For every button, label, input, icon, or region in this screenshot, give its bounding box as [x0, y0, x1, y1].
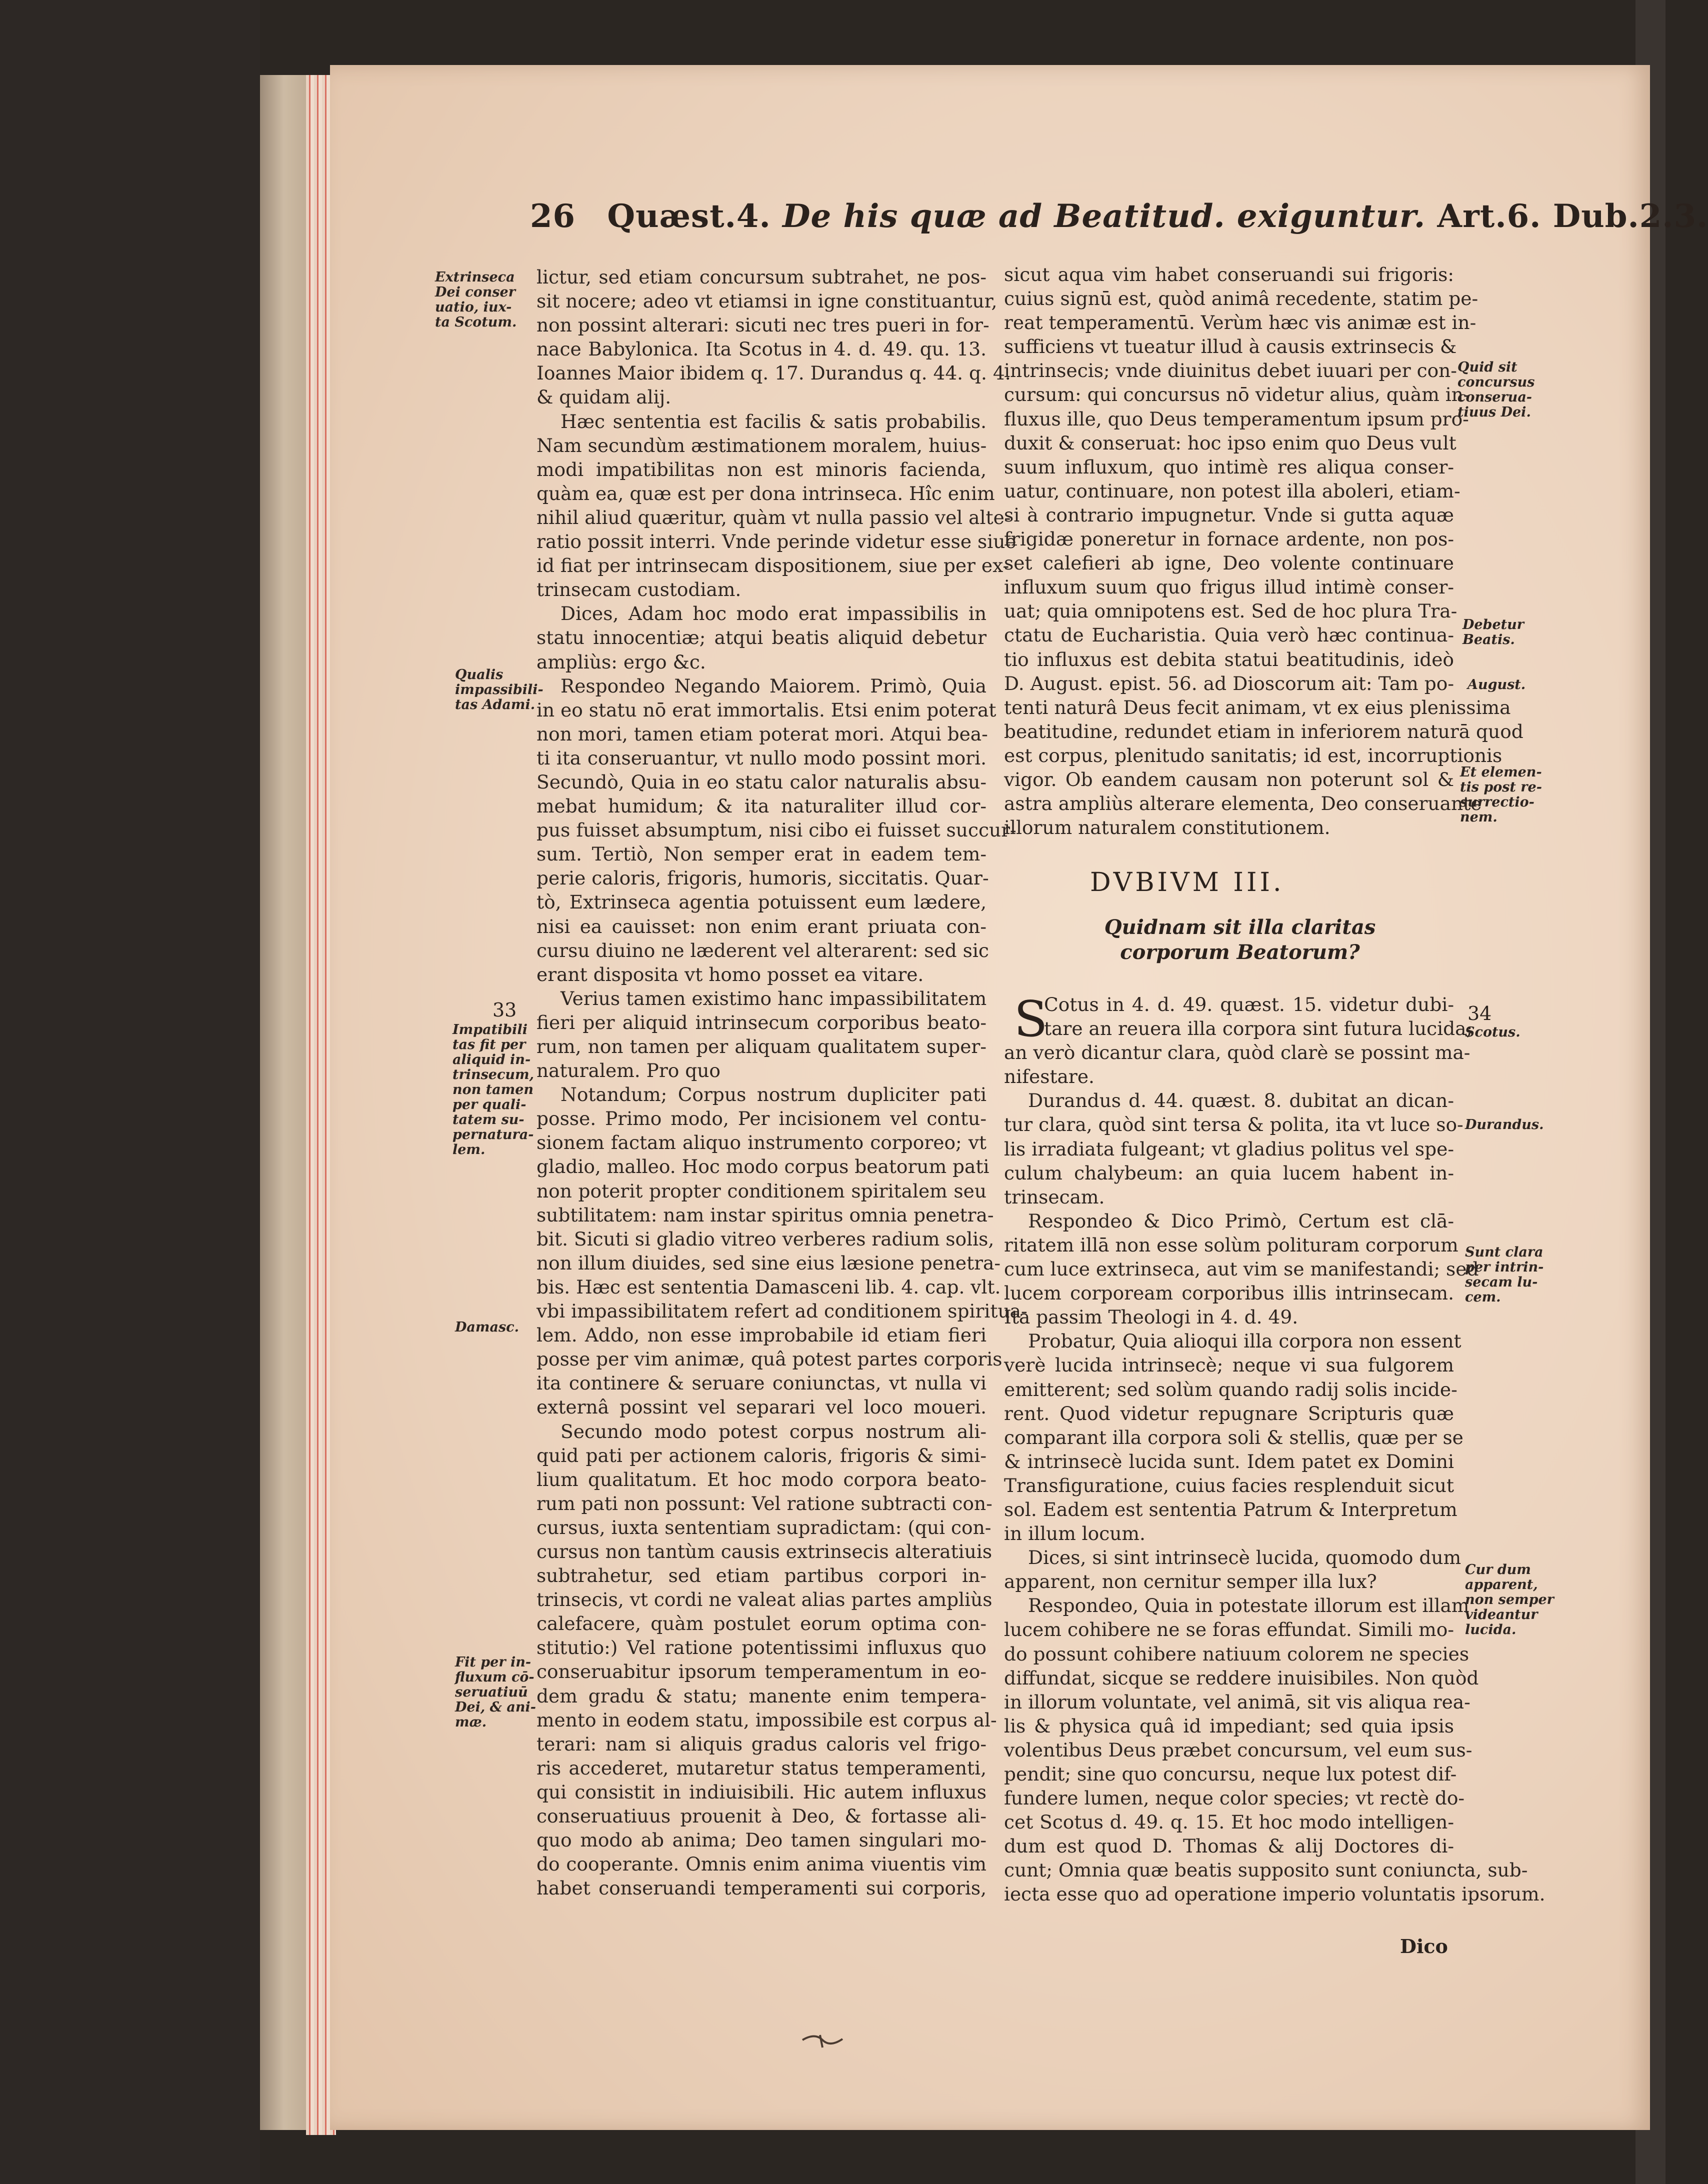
text-line: lem. Addo, non esse improbabile id etiam fieri	[536, 1324, 986, 1346]
margin-note	[452, 1022, 534, 1158]
margin-note-line: pernatura-	[452, 1127, 534, 1142]
margin-note-line: impassibili-	[455, 682, 544, 698]
text-line: dum est quod D. Thomas & alij Doctores di-	[1004, 1835, 1454, 1858]
text-line: calefacere, quàm postulet eorum optima con-	[536, 1612, 986, 1635]
margin-note-line: Quid sit	[1458, 360, 1518, 375]
text-line: in eo statu nō erat immortalis. Etsi enim poterat	[536, 698, 996, 721]
margin-note-line: lucida.	[1465, 1622, 1516, 1638]
margin-note-line: Et elemen-	[1460, 764, 1542, 780]
text-line: bis. Hæc est sententia Damasceni lib. 4. cap. vlt.	[536, 1276, 1001, 1298]
text-line: Dices, Adam hoc modo erat impassibilis in	[560, 602, 986, 625]
text-line: cet Scotus d. 49. q. 15. Et hoc modo intelligen-	[1004, 1811, 1454, 1834]
margin-note-line: tiuus Dei.	[1458, 404, 1531, 420]
margin-note-line: non tamen	[452, 1082, 534, 1098]
margin-note-line: videantur	[1465, 1607, 1538, 1622]
margin-note	[1460, 765, 1542, 825]
text-line: ctatu de Eucharistia. Quia verò hæc continua-	[1004, 624, 1454, 646]
text-line: Nam secundùm æstimationem moralem, huius-	[536, 434, 987, 456]
text-line: in illorum voluntate, vel animā, sit vis aliqua rea-	[1004, 1690, 1470, 1713]
text-line: modi impatibilitas non est minoris facienda,	[536, 458, 986, 480]
text-line: rent. Quod videtur repugnare Scripturis quæ	[1004, 1402, 1454, 1424]
text-line: trinsecam.	[1004, 1186, 1105, 1208]
text-line: nace Babylonica. Ita Scotus in 4. d. 49. qu. 13.	[536, 338, 986, 360]
margin-note	[1465, 1562, 1554, 1638]
text-line: Durandus d. 44. quæst. 8. dubitat an dican-	[1028, 1090, 1454, 1112]
text-line: cuius signū est, quòd animâ recedente, statim pe-	[1004, 288, 1478, 310]
text-line: do possunt cohibere natiuum colorem ne species	[1004, 1642, 1470, 1665]
text-line: Ita passim Theologi in 4. d. 49.	[1004, 1306, 1298, 1328]
margin-note	[455, 1320, 519, 1335]
text-line: nisi ea cauisset: non enim erant priuata con-	[536, 915, 986, 938]
catchword: Dico	[1400, 1935, 1448, 1958]
text-line: quid pati per actionem caloris, frigoris & simi-	[536, 1444, 986, 1466]
text-line: sum. Tertiò, Non semper erat in eadem tem-	[536, 843, 986, 866]
text-line: astra ampliùs alterare elementa, Deo conseruante	[1004, 792, 1482, 815]
background-left	[0, 0, 260, 2184]
text-line: lis & physica quâ id impediant; sed quia ipsis	[1004, 1714, 1454, 1737]
margin-note-line: Debetur	[1462, 617, 1524, 632]
margin-number-left: 33	[492, 999, 517, 1021]
text-line: cursum: qui concursus nō videtur alius, quàm in-	[1004, 384, 1470, 406]
text-line: rum pati non possunt: Vel ratione subtracti con-	[536, 1492, 992, 1514]
text-line: cursus non tantùm causis extrinsecis alteratiuis	[536, 1540, 992, 1562]
margin-note	[455, 668, 544, 712]
text-line: do cooperante. Omnis enim anima viuentis vim	[536, 1853, 986, 1876]
text-line: duxit & conseruat: hoc ipso enim quo Deus vult	[1004, 432, 1456, 454]
text-line: conseruatiuus prouenit à Deo, & fortasse ali-	[536, 1805, 986, 1827]
text-line: lictur, sed etiam concursum subtrahet, ne pos-	[536, 266, 986, 288]
text-line: rum, non tamen per aliquam qualitatem super-	[536, 1036, 986, 1058]
text-line: iecta esse quo ad operatione imperio voluntatis ipsorum.	[1004, 1883, 1546, 1906]
drop-cap: S	[1014, 991, 1048, 1048]
text-line: cursus, iuxta sententiam supradictam: (qui con-	[536, 1516, 992, 1538]
text-line: Notandum; Corpus nostrum dupliciter pati	[560, 1084, 986, 1106]
margin-note-line: surrectio-	[1460, 794, 1534, 810]
text-line: tò, Extrinseca agentia potuissent eum lædere,	[536, 891, 986, 914]
text-line: mento in eodem statu, impossibile est corpus al-	[536, 1708, 997, 1731]
text-line: si à contrario impugnetur. Vnde si gutta aquæ	[1004, 504, 1454, 526]
text-line: tur clara, quòd sint tersa & polita, ita vt luce so-	[1004, 1114, 1464, 1136]
text-line: erant disposita vt homo posset ea vitare.	[536, 963, 924, 986]
text-line: Respondeo & Dico Primò, Certum est clā-	[1028, 1210, 1454, 1232]
margin-note-line: uatio, iux-	[435, 300, 512, 315]
margin-note-line: Damasc.	[455, 1320, 520, 1335]
margin-note-line: conserua-	[1458, 390, 1532, 405]
header-question: Quæst.4.	[607, 198, 771, 235]
margin-note-line: Beatis.	[1462, 632, 1515, 648]
text-line: ita continere & seruare coniunctas, vt nulla vi	[536, 1372, 986, 1394]
margin-note-line: Dei conser	[435, 284, 516, 300]
text-line: influxum suum quo frigus illud intimè conser-	[1004, 576, 1454, 598]
margin-note-line: seruatiuū	[455, 1684, 528, 1700]
text-line: sufficiens vt tueatur illud à causis extrinsecis &	[1004, 336, 1457, 358]
text-line: intrinsecis; vnde diuinitus debet iuuari per con-	[1004, 360, 1457, 382]
text-line: Respondeo, Quia in potestate illorum est illam	[1028, 1594, 1470, 1617]
margin-note-line: Durandus.	[1465, 1117, 1544, 1132]
text-line: subtrahetur, sed etiam partibus corpori in-	[536, 1564, 986, 1587]
text-line: id fiat per intrinsecam dispositionem, siue per ex-	[536, 554, 1010, 577]
left-column	[536, 265, 1028, 1900]
margin-note-line: lem.	[452, 1142, 486, 1158]
margin-note	[1462, 618, 1524, 648]
margin-note-line: secam lu-	[1465, 1274, 1538, 1290]
text-line: uat; quia omnipotens est. Sed de hoc plura Tra-	[1004, 600, 1458, 622]
text-line: suum influxum, quo intimè res aliqua conser-	[1004, 456, 1454, 478]
text-line: D. August. epist. 56. ad Dioscorum ait: Tam po-	[1004, 672, 1454, 694]
text-line: stitutio:) Vel ratione potentissimi influxus quo	[536, 1636, 986, 1659]
text-line: Respondeo Negando Maiorem. Primò, Quia	[560, 674, 986, 697]
text-line: & intrinsecè lucida sunt. Idem patet ex Domini	[1004, 1450, 1454, 1472]
margin-note-line: Fit per in-	[455, 1654, 532, 1670]
text-line: mebat humidum; & ita naturaliter illud cor-	[536, 795, 986, 818]
margin-number-right: 34	[1468, 1002, 1492, 1024]
text-line: illorum naturalem constitutionem.	[1004, 816, 1330, 839]
text-line: lium qualitatum. Et hoc modo corpora beato-	[536, 1468, 986, 1490]
text-line: Ioannes Maior ibidem q. 17. Durandus q. 44. q. 4.	[536, 362, 1011, 384]
text-line: diffundat, sicque se reddere inuisibiles. Non quòd	[1004, 1666, 1479, 1689]
text-line: vbi impassibilitatem refert ad conditionem spiritua-	[536, 1300, 1028, 1322]
margin-note	[1468, 678, 1526, 692]
text-line: non possint alterari: sicuti nec tres pueri in for-	[536, 314, 990, 336]
header-title: De his quæ ad Beatitud. exiguntur.	[782, 198, 1426, 235]
text-line: apparent, non cernitur semper illa lux?	[1004, 1570, 1377, 1593]
text-line: nifestare.	[1004, 1066, 1094, 1088]
margin-note-line: mæ.	[455, 1714, 487, 1730]
text-line: beatitudine, redundet etiam in inferiorem naturā quod	[1004, 720, 1524, 742]
text-line: qui consistit in indiuisibili. Hic autem influxus	[536, 1780, 986, 1803]
text-line: perie caloris, frigoris, humoris, siccitatis. Quar-	[536, 867, 989, 890]
text-line: ratio possit interri. Vnde perinde videtur esse siue	[536, 530, 1016, 553]
margin-note-line: August.	[1468, 677, 1526, 692]
dubium-title: DVBIVM III.	[1090, 868, 1284, 898]
text-line: cursu diuino ne læderent vel alterarent: sed sic	[536, 939, 989, 962]
text-line: pendit; sine quo concursu, neque lux potest dif-	[1004, 1763, 1457, 1785]
text-line: Transfiguratione, cuius facies resplenduit sicut	[1004, 1474, 1454, 1496]
dubium-subtitle: Quidnam sit illa claritas corporum Beatorum?	[1104, 916, 1376, 964]
margin-note-line: Impatibili	[452, 1022, 528, 1038]
text-line: ritatem illā non esse solùm polituram corporum	[1004, 1234, 1458, 1256]
margin-note-line: Dei, & ani-	[455, 1700, 536, 1715]
running-header	[530, 198, 1708, 235]
margin-note-line: Scotus.	[1465, 1024, 1520, 1040]
text-line: cum luce extrinseca, aut vim se manifestandi; sed	[1004, 1258, 1479, 1280]
margin-note-line: tis post re-	[1460, 780, 1542, 795]
text-line: conseruabitur ipsorum temperamentum in eo-	[536, 1660, 986, 1683]
text-line: tio influxus est debita statui beatitudinis, ideò	[1004, 648, 1454, 670]
margin-note-line: trinsecum,	[452, 1067, 534, 1082]
text-line: trinsecis, vt cordi ne valeat alias partes ampliùs	[536, 1588, 992, 1611]
text-line: fluxus ille, quo Deus temperamentum ipsum pro-	[1004, 408, 1469, 430]
text-line: Secundò, Quia in eo statu calor naturalis absu-	[536, 770, 986, 793]
margin-note-line: tas Adami.	[455, 697, 536, 712]
text-line: non mori, tamen etiam poterat mori. Atqui bea-	[536, 722, 988, 745]
text-line: externâ possint vel separari vel loco moueri.	[536, 1396, 986, 1418]
text-line: ti ita conseruantur, vt nullo modo possint mori.	[536, 746, 986, 769]
text-line: & quidam alij.	[536, 386, 672, 408]
text-line: bit. Sicuti si gladio vitreo verberes radium solis,	[536, 1228, 994, 1250]
text-line: Probatur, Quia alioqui illa corpora non essent	[1028, 1330, 1462, 1352]
text-line: statu innocentiæ; atqui beatis aliquid debetur	[536, 626, 986, 649]
margin-note-line: non semper	[1465, 1592, 1554, 1608]
text-line: Secundo modo potest corpus nostrum ali-	[560, 1420, 986, 1442]
text-line: gladio, malleo. Hoc modo corpus beatorum pati	[536, 1156, 990, 1178]
text-line: lis irradiata fulgeant; vt gladius politus vel spe-	[1004, 1138, 1454, 1160]
text-line: tare an reuera illa corpora sint futura lucida;	[1044, 1018, 1473, 1040]
text-line: non poterit propter conditionem spiritalem seu	[536, 1180, 986, 1202]
text-line: uatur, continuare, non potest illa aboleri, etiam-	[1004, 480, 1460, 502]
text-line: nihil aliud quæritur, quàm vt nulla passio vel alte-	[536, 506, 1011, 528]
margin-note-line: per intrin-	[1465, 1260, 1544, 1275]
margin-note-line: cem.	[1465, 1290, 1501, 1305]
text-line: volentibus Deus præbet concursum, vel eum sus-	[1004, 1738, 1472, 1761]
text-line: subtilitatem: nam instar spiritus omnia penetra-	[536, 1204, 994, 1226]
page-number: 26	[530, 198, 576, 235]
text-line: tenti naturâ Deus fecit animam, vt ex eius plenissima	[1004, 696, 1511, 718]
text-line: ampliùs: ergo &c.	[536, 650, 706, 673]
text-line: vigor. Ob eandem causam non poterunt sol &	[1004, 768, 1454, 790]
margin-note	[455, 1655, 536, 1730]
text-line: comparant illa corpora soli & stellis, quæ per se	[1004, 1426, 1464, 1448]
text-line: fundere lumen, neque color species; vt rectè do-	[1004, 1787, 1465, 1810]
margin-note-line: tatem su-	[452, 1112, 524, 1128]
text-line: trinsecam custodiam.	[536, 578, 742, 601]
text-line: Verius tamen existimo hanc impassibilitatem	[560, 987, 987, 1010]
text-line: quàm ea, quæ est per dona intrinseca. Hîc enim	[536, 482, 995, 504]
text-line: Dices, si sint intrinsecè lucida, quomodo dum	[1028, 1546, 1462, 1569]
text-line: terari: nam si aliquis gradus caloris vel frigo-	[536, 1732, 986, 1755]
text-line: sionem factam aliquo instrumento corporeo; vt	[536, 1132, 986, 1154]
text-line: dem gradu & statu; manente enim tempera-	[536, 1684, 986, 1707]
margin-note-line: apparent,	[1465, 1577, 1538, 1592]
text-line: reat temperamentū. Verùm hæc vis animæ est in-	[1004, 312, 1476, 334]
text-line: sit nocere; adeo vt etiamsi in igne constituantur,	[536, 290, 998, 312]
text-line: lucem cohibere ne se foras effundat. Simili mo-	[1004, 1618, 1454, 1641]
text-line: verè lucida intrinsecè; neque vi sua fulgorem	[1004, 1354, 1454, 1376]
text-line: sol. Eadem est sententia Patrum & Interpretum	[1004, 1498, 1458, 1520]
text-line: fieri per aliquid intrinsecum corporibus beato-	[536, 1011, 986, 1034]
text-line: non illum diuides, sed sine eius læsione penetra-	[536, 1252, 1001, 1274]
margin-note	[435, 270, 516, 330]
text-line: quo modo ab anima; Deo tamen singulari mo-	[536, 1829, 986, 1852]
text-line: emitterent; sed solùm quando radij solis incide-	[1004, 1378, 1458, 1400]
header-article: Art.6. Dub.2.3.	[1437, 198, 1708, 235]
text-line: lucem corpoream corporibus illis intrinsecam.	[1004, 1282, 1454, 1304]
margin-note	[1458, 360, 1534, 420]
signature-mark	[800, 2030, 845, 2050]
text-line: set calefieri ab igne, Deo volente continuare	[1004, 552, 1454, 574]
text-line: in illum locum.	[1004, 1522, 1146, 1545]
margin-note-line: ta Scotum.	[435, 314, 517, 330]
text-line: Cotus in 4. d. 49. quæst. 15. videtur dubi-	[1044, 994, 1454, 1016]
text-line: est corpus, plenitudo sanitatis; id est, incorruptionis	[1004, 744, 1502, 766]
text-line: an verò dicantur clara, quòd clarè se possint ma-	[1004, 1042, 1470, 1064]
margin-note-line: per quali-	[452, 1097, 526, 1112]
text-line: habet conseruandi temperamenti sui corporis,	[536, 1877, 986, 1900]
text-line: sicut aqua vim habet conseruandi sui frigoris:	[1004, 264, 1454, 286]
text-line: posse. Primo modo, Per incisionem vel contu-	[536, 1108, 986, 1130]
text-line: culum chalybeum: an quia lucem habent in-	[1004, 1162, 1454, 1184]
margin-note-line: tas fit per	[452, 1037, 526, 1052]
margin-note-line: aliquid in-	[452, 1052, 531, 1068]
margin-note-line: nem.	[1460, 810, 1498, 825]
text-line: naturalem. Pro quo	[536, 1060, 720, 1082]
margin-note-line: concursus	[1458, 374, 1535, 390]
text-line: cunt; Omnia quæ beatis supposito sunt coniuncta, sub-	[1004, 1859, 1528, 1882]
text-line: ris accederet, mutaretur status temperamenti,	[536, 1756, 986, 1779]
margin-note	[1465, 1025, 1520, 1040]
margin-note	[1465, 1245, 1544, 1305]
text-line: posse per vim animæ, quâ potest partes corporis	[536, 1348, 1002, 1370]
text-line: frigidæ poneretur in fornace ardente, non pos-	[1004, 528, 1454, 550]
margin-note-line: Extrinseca	[435, 270, 515, 285]
margin-note-line: Cur dum	[1465, 1562, 1531, 1578]
text-line: pus fuisset absumptum, nisi cibo ei fuisset succur-	[536, 819, 1016, 842]
text-line: Hæc sententia est facilis & satis probabilis.	[560, 410, 986, 432]
margin-note-line: fluxum cō-	[455, 1670, 534, 1685]
margin-note-line: Qualis	[455, 667, 504, 682]
margin-note-line: Sunt clara	[1465, 1244, 1544, 1260]
margin-note	[1465, 1118, 1544, 1132]
